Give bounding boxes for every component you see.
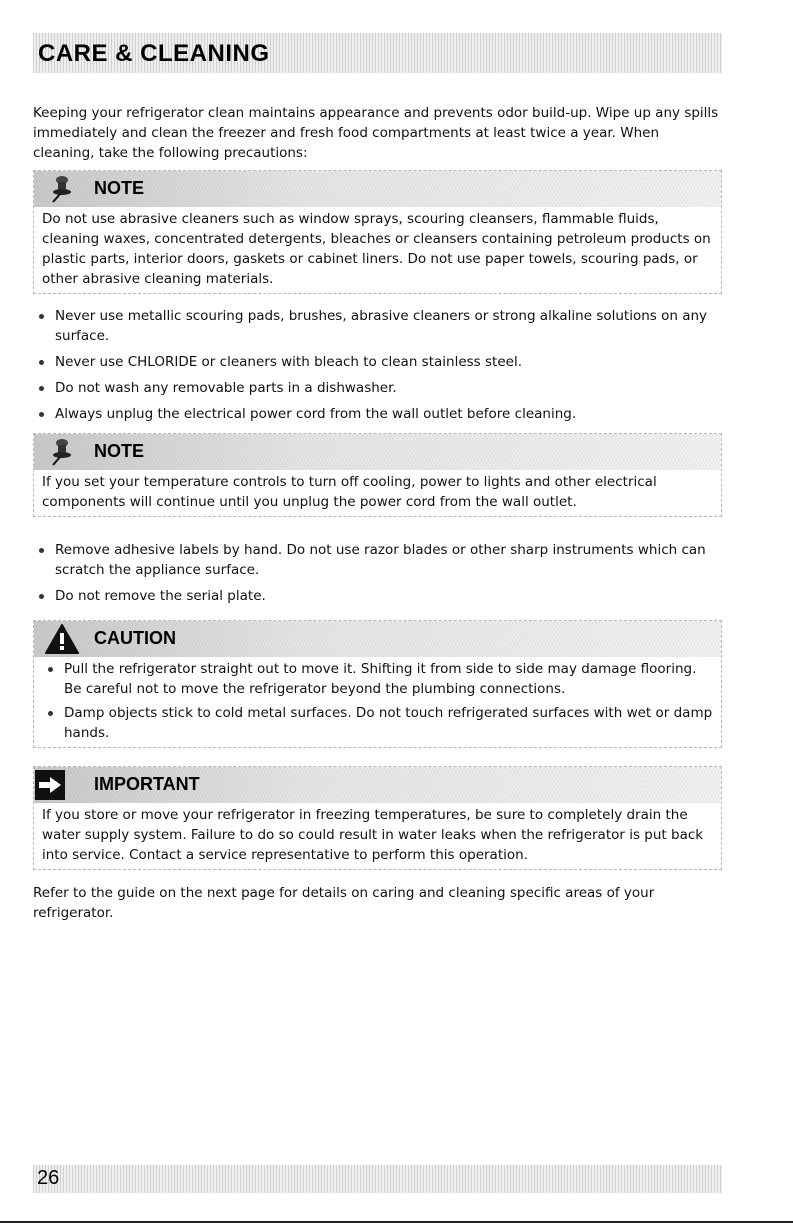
precautions-list-2 — [33, 540, 723, 612]
caution-header — [34, 621, 721, 657]
important-text: If you store or move your refrigerator in freezing temperatures, be sure to completely drain the water supply system. Failure to do so could result in water leaks when the refrigerator is put back into service. Contact a service representative to perform this operation. — [42, 807, 704, 863]
intro-paragraph: Keeping your refrigerator clean maintains appearance and prevents odor build-up. Wipe up any spills immediately and clean the freezer and fresh food compartments at least twice a year. When cleaning, take the following precautions: — [33, 105, 719, 161]
pushpin-icon — [44, 174, 76, 204]
caution-label: CAUTION — [94, 628, 176, 648]
note-label-2: NOTE — [94, 441, 145, 461]
precautions-list-1 — [33, 306, 723, 430]
page-title: CARE & CLEANING — [38, 40, 270, 67]
note-box-1 — [33, 170, 722, 294]
title-bar — [33, 33, 722, 73]
note-box-2 — [33, 433, 722, 517]
list-item: Pull the refrigerator straight out to move it. Shifting it from side to side may damage flooring. Be careful not to move the refrigerator beyond the plumbing connections. — [42, 659, 713, 699]
caution-body — [34, 657, 721, 747]
list-item: Remove adhesive labels by hand. Do not use razor blades or other sharp instruments which can scratch the appliance surface. — [33, 540, 723, 580]
note-header-1 — [34, 171, 721, 207]
note-text-2: If you set your temperature controls to turn off cooling, power to lights and other electrical components will continue until you unplug the power cord from the wall outlet. — [42, 474, 657, 510]
list-item: Do not remove the serial plate. — [33, 586, 723, 606]
note-header-2 — [34, 434, 721, 470]
footer-bar — [33, 1165, 722, 1193]
list-item: Damp objects stick to cold metal surfaces. Do not touch refrigerated surfaces with wet or damp hands. — [42, 703, 713, 743]
list-item: Do not wash any removable parts in a dishwasher. — [33, 378, 723, 398]
pushpin-icon — [44, 437, 76, 467]
arrow-right-box-icon — [34, 770, 66, 800]
closing-paragraph: Refer to the guide on the next page for details on caring and cleaning specific areas of your refrigerator. — [33, 885, 655, 921]
important-label: IMPORTANT — [94, 774, 200, 794]
note-label-1: NOTE — [94, 178, 145, 198]
caution-box — [33, 620, 722, 748]
bottom-divider — [0, 1221, 793, 1223]
important-box — [33, 766, 722, 870]
important-header — [34, 767, 721, 803]
page-number: 26 — [37, 1167, 60, 1189]
list-item: Never use metallic scouring pads, brushes, abrasive cleaners or strong alkaline solutions on any surface. — [33, 306, 723, 346]
note-text-1: Do not use abrasive cleaners such as window sprays, scouring cleansers, flammable fluids, cleaning waxes, concentrated detergents, bleaches or cleansers containing petroleum products on plastic parts, interior doors, gaskets or cabinet liners. Do not use paper towels, scouring pads, or other abrasive cleaning materials. — [42, 211, 711, 287]
list-item: Always unplug the electrical power cord from the wall outlet before cleaning. — [33, 404, 723, 424]
warning-triangle-icon — [44, 623, 80, 655]
list-item: Never use CHLORIDE or cleaners with bleach to clean stainless steel. — [33, 352, 723, 372]
